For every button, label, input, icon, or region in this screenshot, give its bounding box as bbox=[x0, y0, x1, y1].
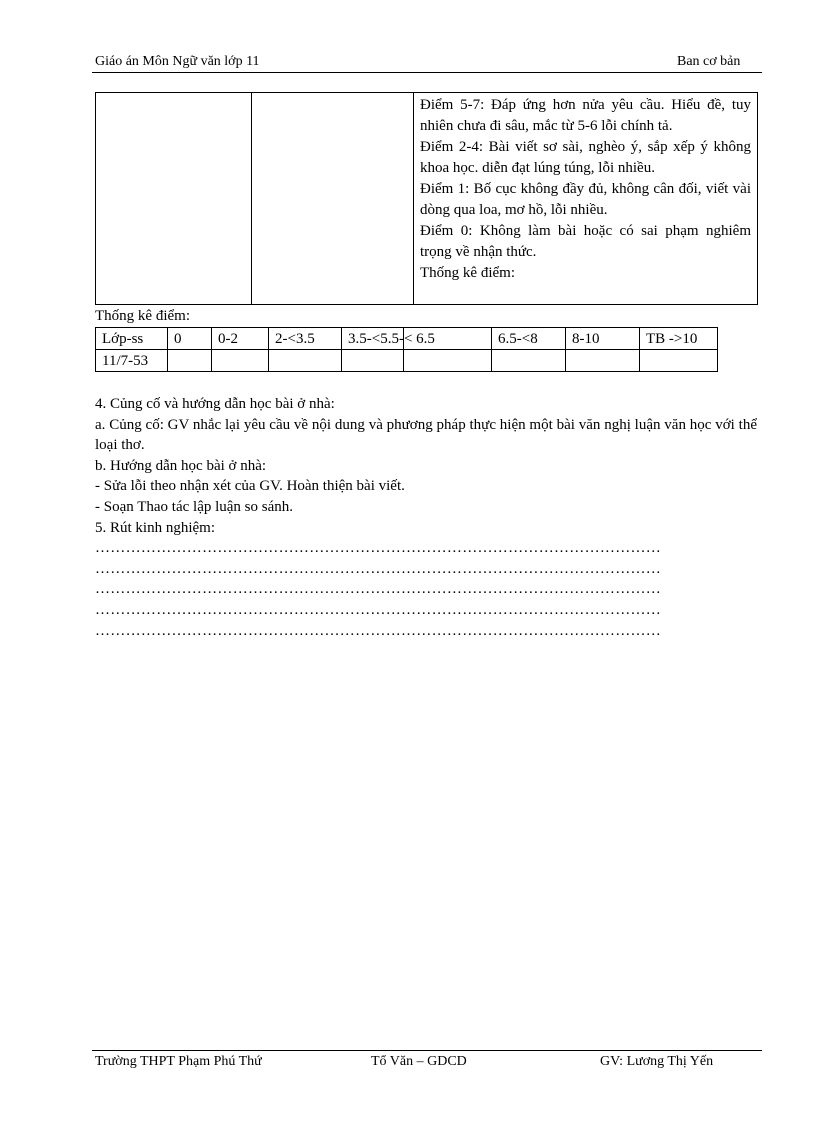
section-heading: 5. Rút kinh nghiệm: bbox=[95, 519, 215, 536]
lesson-body bbox=[95, 394, 757, 641]
rubric-table bbox=[95, 92, 758, 305]
rubric-cell-empty-1 bbox=[96, 93, 252, 305]
rubric-cell-criteria bbox=[414, 93, 758, 305]
stats-row bbox=[96, 350, 718, 372]
stats-cell bbox=[269, 350, 342, 372]
stats-header-row bbox=[96, 328, 718, 350]
section-heading: 4. Củng cố và hướng dẫn học bài ở nhà: bbox=[95, 396, 335, 412]
header-right: Ban cơ bản bbox=[677, 54, 741, 69]
header-rule bbox=[92, 72, 762, 73]
rubric-line: Điểm 2-4: Bài viết sơ sài, nghèo ý, sắp xếp ý không khoa học. diễn đạt lúng túng, lỗi nhiều. bbox=[420, 139, 751, 176]
stats-cell: 11/7-53 bbox=[96, 350, 168, 372]
stats-cell bbox=[566, 350, 640, 372]
rubric-cell-empty-2 bbox=[252, 93, 414, 305]
dotted-line: ………………………………………………………………………………………………… bbox=[95, 540, 662, 557]
stats-label: Thống kê điểm: bbox=[95, 308, 190, 324]
rubric-line: Điểm 5-7: Đáp ứng hơn nửa yêu cầu. Hiểu đề, tuy nhiên chưa đi sâu, mắc từ 5-6 lỗi chính tả. bbox=[420, 97, 751, 134]
list-item: - Soạn Thao tác lập luận so sánh. bbox=[95, 498, 294, 515]
stats-cell bbox=[640, 350, 718, 372]
stats-header-cell: 6.5-<8 bbox=[492, 328, 566, 350]
rubric-line: Điểm 1: Bố cục không đầy đủ, không cân đối, viết vài dòng qua loa, mơ hồ, lỗi nhiều. bbox=[420, 181, 751, 218]
header-left: Giáo án Môn Ngữ văn lớp 11 bbox=[95, 54, 260, 69]
dotted-line: ………………………………………………………………………………………………… bbox=[95, 601, 662, 618]
stats-cell bbox=[212, 350, 269, 372]
stats-cell bbox=[492, 350, 566, 372]
footer-teacher: GV: Lương Thị Yến bbox=[600, 1054, 714, 1069]
footer-rule bbox=[92, 1050, 762, 1051]
stats-cell bbox=[342, 350, 404, 372]
paragraph: a. Củng cố: GV nhắc lại yêu cầu về nội dung và phương pháp thực hiện một bài văn nghị luận văn học với thể loại thơ. bbox=[95, 416, 757, 454]
stats-cell bbox=[168, 350, 212, 372]
stats-header-cell: Lớp-ss bbox=[96, 328, 168, 350]
list-item: - Sửa lỗi theo nhận xét của GV. Hoàn thiện bài viết. bbox=[95, 478, 405, 495]
stats-header-cell: 8-10 bbox=[566, 328, 640, 350]
stats-header-cell: 0-2 bbox=[212, 328, 269, 350]
footer-dept: Tổ Văn – GDCD bbox=[371, 1054, 467, 1069]
stats-header-cell: 3.5-<5.5-< 6.5 bbox=[342, 328, 404, 350]
stats-table bbox=[95, 327, 718, 372]
footer-school: Trường THPT Phạm Phú Thứ bbox=[95, 1054, 262, 1069]
stats-header-cell: TB ->10 bbox=[640, 328, 718, 350]
stats-header-cell: 2-<3.5 bbox=[269, 328, 342, 350]
stats-header-cell: 0 bbox=[168, 328, 212, 350]
section-heading: b. Hướng dẫn học bài ở nhà: bbox=[95, 457, 267, 474]
rubric-line: Điểm 0: Không làm bài hoặc có sai phạm nghiêm trọng về nhận thức. bbox=[420, 223, 751, 260]
dotted-line: ………………………………………………………………………………………………… bbox=[95, 581, 662, 598]
dotted-line: ………………………………………………………………………………………………… bbox=[95, 560, 662, 577]
rubric-line: Thống kê điểm: bbox=[420, 265, 515, 281]
stats-cell bbox=[404, 350, 492, 372]
dotted-line: ………………………………………………………………………………………………… bbox=[95, 622, 662, 639]
